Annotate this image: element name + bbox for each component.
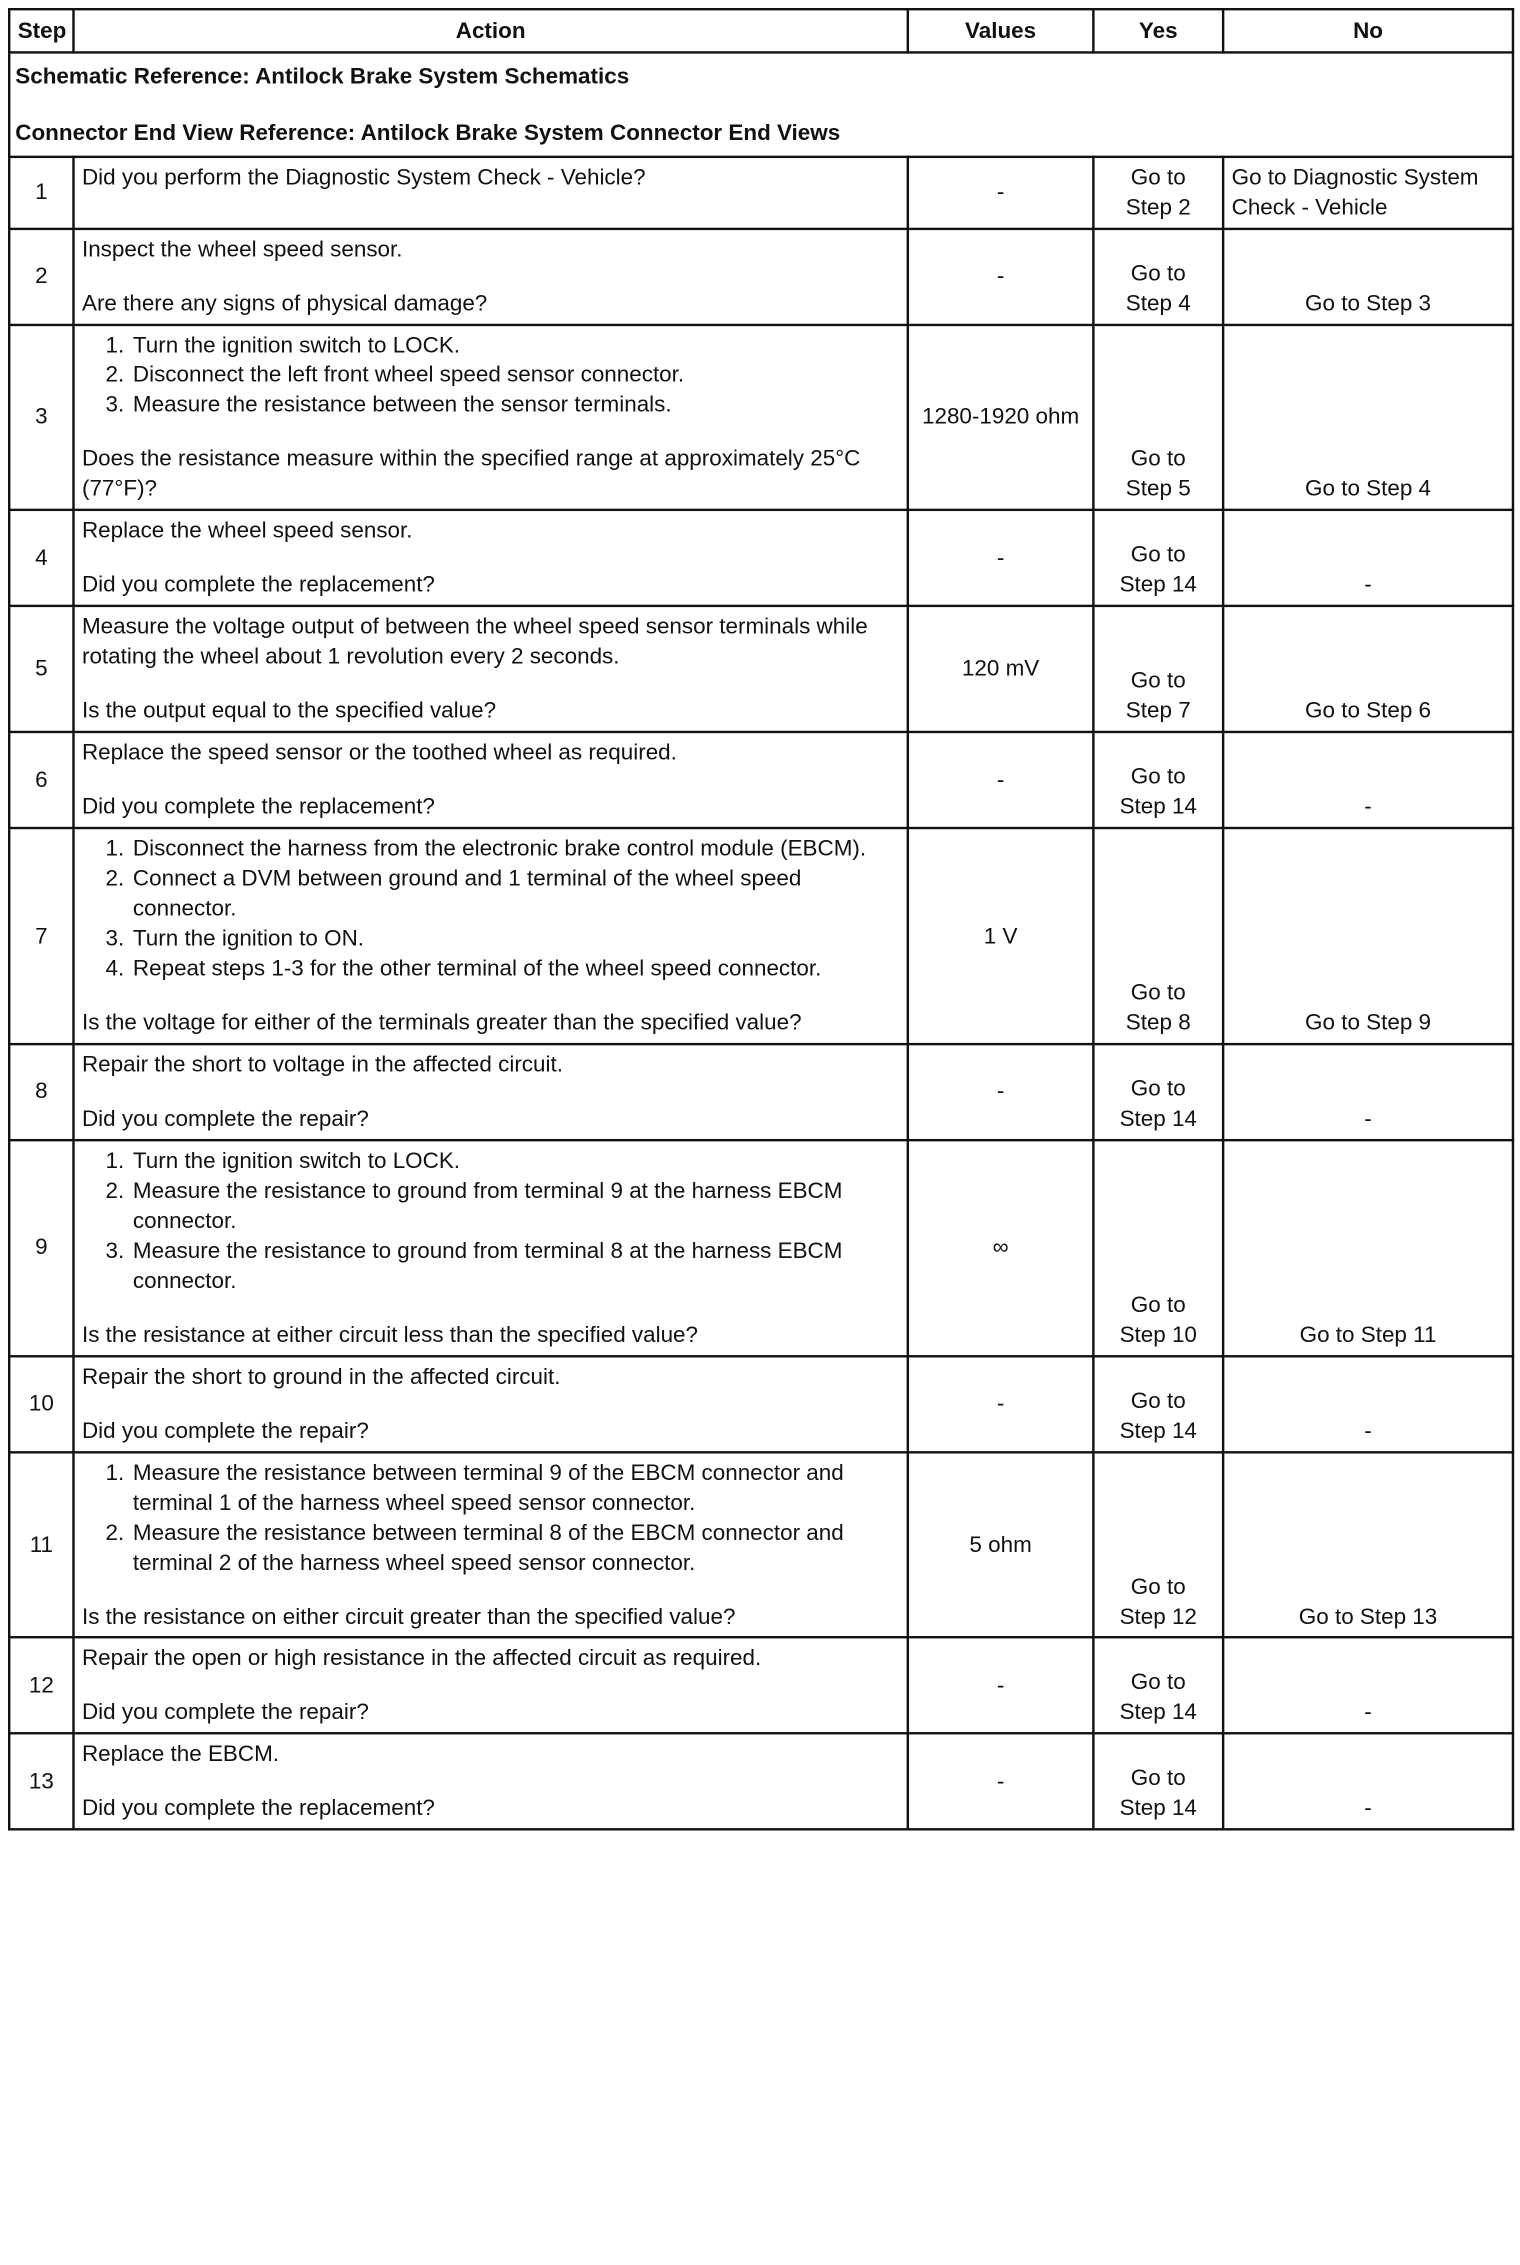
specified-value: - xyxy=(908,732,1094,828)
no-outcome-line: - xyxy=(1364,1794,1372,1821)
no-outcome xyxy=(1223,1638,1513,1734)
no-outcome xyxy=(1223,828,1513,1044)
yes-outcome xyxy=(1093,1356,1223,1452)
action-question: Did you complete the replacement? xyxy=(81,571,435,597)
action-instruction: Replace the EBCM. xyxy=(81,1740,280,1767)
no-outcome xyxy=(1223,1356,1513,1452)
header-no: No xyxy=(1223,9,1513,52)
yes-outcome-line: Go to xyxy=(1130,1387,1186,1413)
specified-value: 1280-1920 ohm xyxy=(908,324,1094,510)
specified-value: ∞ xyxy=(908,1140,1094,1356)
yes-outcome xyxy=(1093,1638,1223,1734)
action-step-item: 3. Turn the ignition to ON. xyxy=(130,924,899,954)
no-outcome-line: Go to Step 11 xyxy=(1299,1321,1437,1347)
action-question: Did you complete the repair? xyxy=(81,1417,369,1443)
action-question: Did you complete the repair? xyxy=(81,1105,369,1131)
action-question: Does the resistance measure within the specified range at approximately 25°C (77°F)? xyxy=(81,445,861,501)
yes-outcome-line: Step 14 xyxy=(1119,1105,1197,1131)
step-number: 6 xyxy=(9,732,73,828)
yes-outcome xyxy=(1093,324,1223,510)
action-cell xyxy=(73,828,907,1044)
yes-outcome-line: Step 2 xyxy=(1125,193,1191,219)
action-instruction: Inspect the wheel speed sensor. xyxy=(81,235,403,261)
yes-outcome-line: Step 14 xyxy=(1119,571,1197,597)
step-number: 9 xyxy=(9,1140,73,1356)
no-outcome xyxy=(1223,156,1513,228)
yes-outcome-line: Go to xyxy=(1130,163,1186,189)
step-row xyxy=(9,1140,1513,1356)
diagnostic-table-container xyxy=(8,8,1520,2265)
step-row xyxy=(9,1044,1513,1140)
step-number: 13 xyxy=(9,1734,73,1830)
no-outcome-line: Go to Step 3 xyxy=(1305,289,1432,315)
specified-value: - xyxy=(908,1638,1094,1734)
action-steps-list xyxy=(82,330,899,420)
action-step-item: 1. Disconnect the harness from the electronic brake control module (EBCM). xyxy=(130,834,899,864)
step-number: 3 xyxy=(9,324,73,510)
yes-outcome-line: Go to xyxy=(1130,1764,1186,1791)
action-instruction: Repair the open or high resistance in the affected circuit as required. xyxy=(81,1644,762,1671)
action-cell xyxy=(73,1356,907,1452)
action-cell xyxy=(73,510,907,606)
action-question: Is the output equal to the specified value? xyxy=(81,697,497,723)
specified-value: - xyxy=(908,1734,1094,1830)
diagnostic-table xyxy=(8,8,1514,1831)
action-cell xyxy=(73,228,907,324)
yes-outcome-line: Go to xyxy=(1130,445,1186,471)
yes-outcome-line: Go to xyxy=(1130,1291,1186,1317)
specified-value: - xyxy=(908,156,1094,228)
yes-outcome xyxy=(1093,1452,1223,1638)
reference-row xyxy=(9,52,1513,156)
header-action: Action xyxy=(73,9,907,52)
specified-value: 120 mV xyxy=(908,606,1094,732)
action-cell xyxy=(73,606,907,732)
yes-outcome xyxy=(1093,228,1223,324)
yes-outcome-line: Step 14 xyxy=(1119,1417,1197,1443)
yes-outcome-line: Go to xyxy=(1130,259,1186,285)
yes-outcome xyxy=(1093,156,1223,228)
step-row xyxy=(9,324,1513,510)
yes-outcome-line: Step 14 xyxy=(1119,1794,1197,1821)
action-question: Is the resistance on either circuit greater than the specified value? xyxy=(81,1602,736,1629)
header-row xyxy=(9,9,1513,52)
header-yes: Yes xyxy=(1093,9,1223,52)
step-number: 7 xyxy=(9,828,73,1044)
yes-outcome-line: Step 10 xyxy=(1119,1321,1197,1347)
yes-outcome-line: Go to xyxy=(1130,1075,1186,1101)
action-step-item: 2. Connect a DVM between ground and 1 terminal of the wheel speed connector. xyxy=(130,864,899,924)
step-row xyxy=(9,1734,1513,1830)
step-row xyxy=(9,606,1513,732)
no-outcome-line: - xyxy=(1364,1105,1372,1131)
no-outcome-line: Go to Step 4 xyxy=(1305,475,1432,501)
action-question: Is the voltage for either of the terminals greater than the specified value? xyxy=(81,1009,802,1035)
specified-value: - xyxy=(908,228,1094,324)
yes-outcome-line: Step 8 xyxy=(1125,1009,1191,1035)
action-question: Did you complete the replacement? xyxy=(81,793,435,819)
step-number: 10 xyxy=(9,1356,73,1452)
action-question: Are there any signs of physical damage? xyxy=(81,289,488,315)
action-cell xyxy=(73,324,907,510)
yes-outcome xyxy=(1093,1734,1223,1830)
yes-outcome xyxy=(1093,732,1223,828)
step-row xyxy=(9,1356,1513,1452)
action-step-item: 1. Turn the ignition switch to LOCK. xyxy=(130,1146,899,1176)
action-cell xyxy=(73,1638,907,1734)
yes-outcome xyxy=(1093,606,1223,732)
action-instruction: Repair the short to ground in the affected circuit. xyxy=(81,1363,561,1389)
action-step-item: 4. Repeat steps 1-3 for the other terminal of the wheel speed connector. xyxy=(130,954,899,984)
schematic-reference: Schematic Reference: Antilock Brake System Schematics xyxy=(15,63,630,89)
action-step-item: 2. Measure the resistance between terminal 8 of the EBCM connector and terminal 2 of the harness wheel speed sensor connector. xyxy=(130,1518,899,1578)
connector-reference: Connector End View Reference: Antilock Brake System Connector End Views xyxy=(15,119,841,145)
yes-outcome xyxy=(1093,1044,1223,1140)
yes-outcome xyxy=(1093,510,1223,606)
yes-outcome-line: Step 7 xyxy=(1125,697,1191,723)
no-outcome xyxy=(1223,606,1513,732)
action-instruction: Replace the wheel speed sensor. xyxy=(81,517,413,543)
no-outcome-line: Go to Diagnostic System xyxy=(1231,163,1479,189)
no-outcome-line: Go to Step 9 xyxy=(1305,1009,1432,1035)
no-outcome xyxy=(1223,1140,1513,1356)
no-outcome xyxy=(1223,228,1513,324)
step-number: 11 xyxy=(9,1452,73,1638)
action-cell xyxy=(73,156,907,228)
header-step: Step xyxy=(9,9,73,52)
yes-outcome-line: Step 4 xyxy=(1125,289,1191,315)
action-cell xyxy=(73,1734,907,1830)
action-question: Did you complete the repair? xyxy=(81,1698,369,1725)
no-outcome-line: - xyxy=(1364,793,1372,819)
action-steps-list xyxy=(82,1146,899,1296)
yes-outcome-line: Step 14 xyxy=(1119,793,1197,819)
no-outcome-line: Check - Vehicle xyxy=(1231,193,1388,219)
yes-outcome-line: Go to xyxy=(1130,667,1186,693)
action-instruction: Repair the short to voltage in the affected circuit. xyxy=(81,1051,563,1077)
step-row xyxy=(9,510,1513,606)
no-outcome-line: Go to Step 6 xyxy=(1305,697,1432,723)
action-instruction: Measure the voltage output of between the wheel speed sensor terminals while rotating the wheel about 1 revolution every 2 seconds. xyxy=(81,613,868,669)
action-cell xyxy=(73,1044,907,1140)
action-step-item: 1. Measure the resistance between terminal 9 of the EBCM connector and terminal 1 of the harness wheel speed sensor connector. xyxy=(130,1458,899,1518)
action-steps-list xyxy=(82,1458,899,1578)
yes-outcome-line: Go to xyxy=(1130,1573,1186,1599)
action-question: Did you complete the replacement? xyxy=(81,1794,435,1821)
action-step-item: 3. Measure the resistance between the sensor terminals. xyxy=(130,390,899,420)
step-row xyxy=(9,1452,1513,1638)
step-number: 2 xyxy=(9,228,73,324)
action-step-item: 1. Turn the ignition switch to LOCK. xyxy=(130,330,899,360)
step-number: 4 xyxy=(9,510,73,606)
no-outcome xyxy=(1223,1734,1513,1830)
yes-outcome-line: Go to xyxy=(1130,979,1186,1005)
action-instruction: Replace the speed sensor or the toothed wheel as required. xyxy=(81,739,677,765)
yes-outcome-line: Step 5 xyxy=(1125,475,1191,501)
step-number: 1 xyxy=(9,156,73,228)
no-outcome xyxy=(1223,732,1513,828)
action-cell xyxy=(73,1452,907,1638)
step-row xyxy=(9,828,1513,1044)
specified-value: - xyxy=(908,510,1094,606)
specified-value: - xyxy=(908,1356,1094,1452)
no-outcome-line: Go to Step 13 xyxy=(1298,1602,1438,1629)
yes-outcome-line: Go to xyxy=(1130,763,1186,789)
specified-value: 1 V xyxy=(908,828,1094,1044)
action-step-item: 2. Measure the resistance to ground from terminal 9 at the harness EBCM connector. xyxy=(130,1176,899,1236)
action-steps-list xyxy=(82,834,899,984)
no-outcome-line: - xyxy=(1364,571,1372,597)
no-outcome xyxy=(1223,1452,1513,1638)
yes-outcome-line: Go to xyxy=(1130,1668,1186,1695)
action-step-item: 3. Measure the resistance to ground from terminal 8 at the harness EBCM connector. xyxy=(130,1236,899,1296)
step-row xyxy=(9,228,1513,324)
yes-outcome-line: Step 14 xyxy=(1119,1698,1197,1725)
step-row xyxy=(9,1638,1513,1734)
yes-outcome xyxy=(1093,1140,1223,1356)
step-number: 12 xyxy=(9,1638,73,1734)
action-cell xyxy=(73,1140,907,1356)
specified-value: 5 ohm xyxy=(908,1452,1094,1638)
step-row xyxy=(9,732,1513,828)
action-cell xyxy=(73,732,907,828)
yes-outcome-line: Step 12 xyxy=(1119,1602,1197,1629)
specified-value: - xyxy=(908,1044,1094,1140)
yes-outcome-line: Go to xyxy=(1130,541,1186,567)
no-outcome-line: - xyxy=(1364,1698,1372,1725)
step-number: 5 xyxy=(9,606,73,732)
reference-cell xyxy=(9,52,1513,156)
no-outcome xyxy=(1223,510,1513,606)
step-row xyxy=(9,156,1513,228)
no-outcome xyxy=(1223,324,1513,510)
action-question: Is the resistance at either circuit less than the specified value? xyxy=(81,1321,699,1347)
step-number: 8 xyxy=(9,1044,73,1140)
no-outcome xyxy=(1223,1044,1513,1140)
header-values: Values xyxy=(908,9,1094,52)
action-instruction: Did you perform the Diagnostic System Check - Vehicle? xyxy=(81,163,646,189)
yes-outcome xyxy=(1093,828,1223,1044)
action-step-item: 2. Disconnect the left front wheel speed sensor connector. xyxy=(130,360,899,390)
no-outcome-line: - xyxy=(1364,1417,1372,1443)
